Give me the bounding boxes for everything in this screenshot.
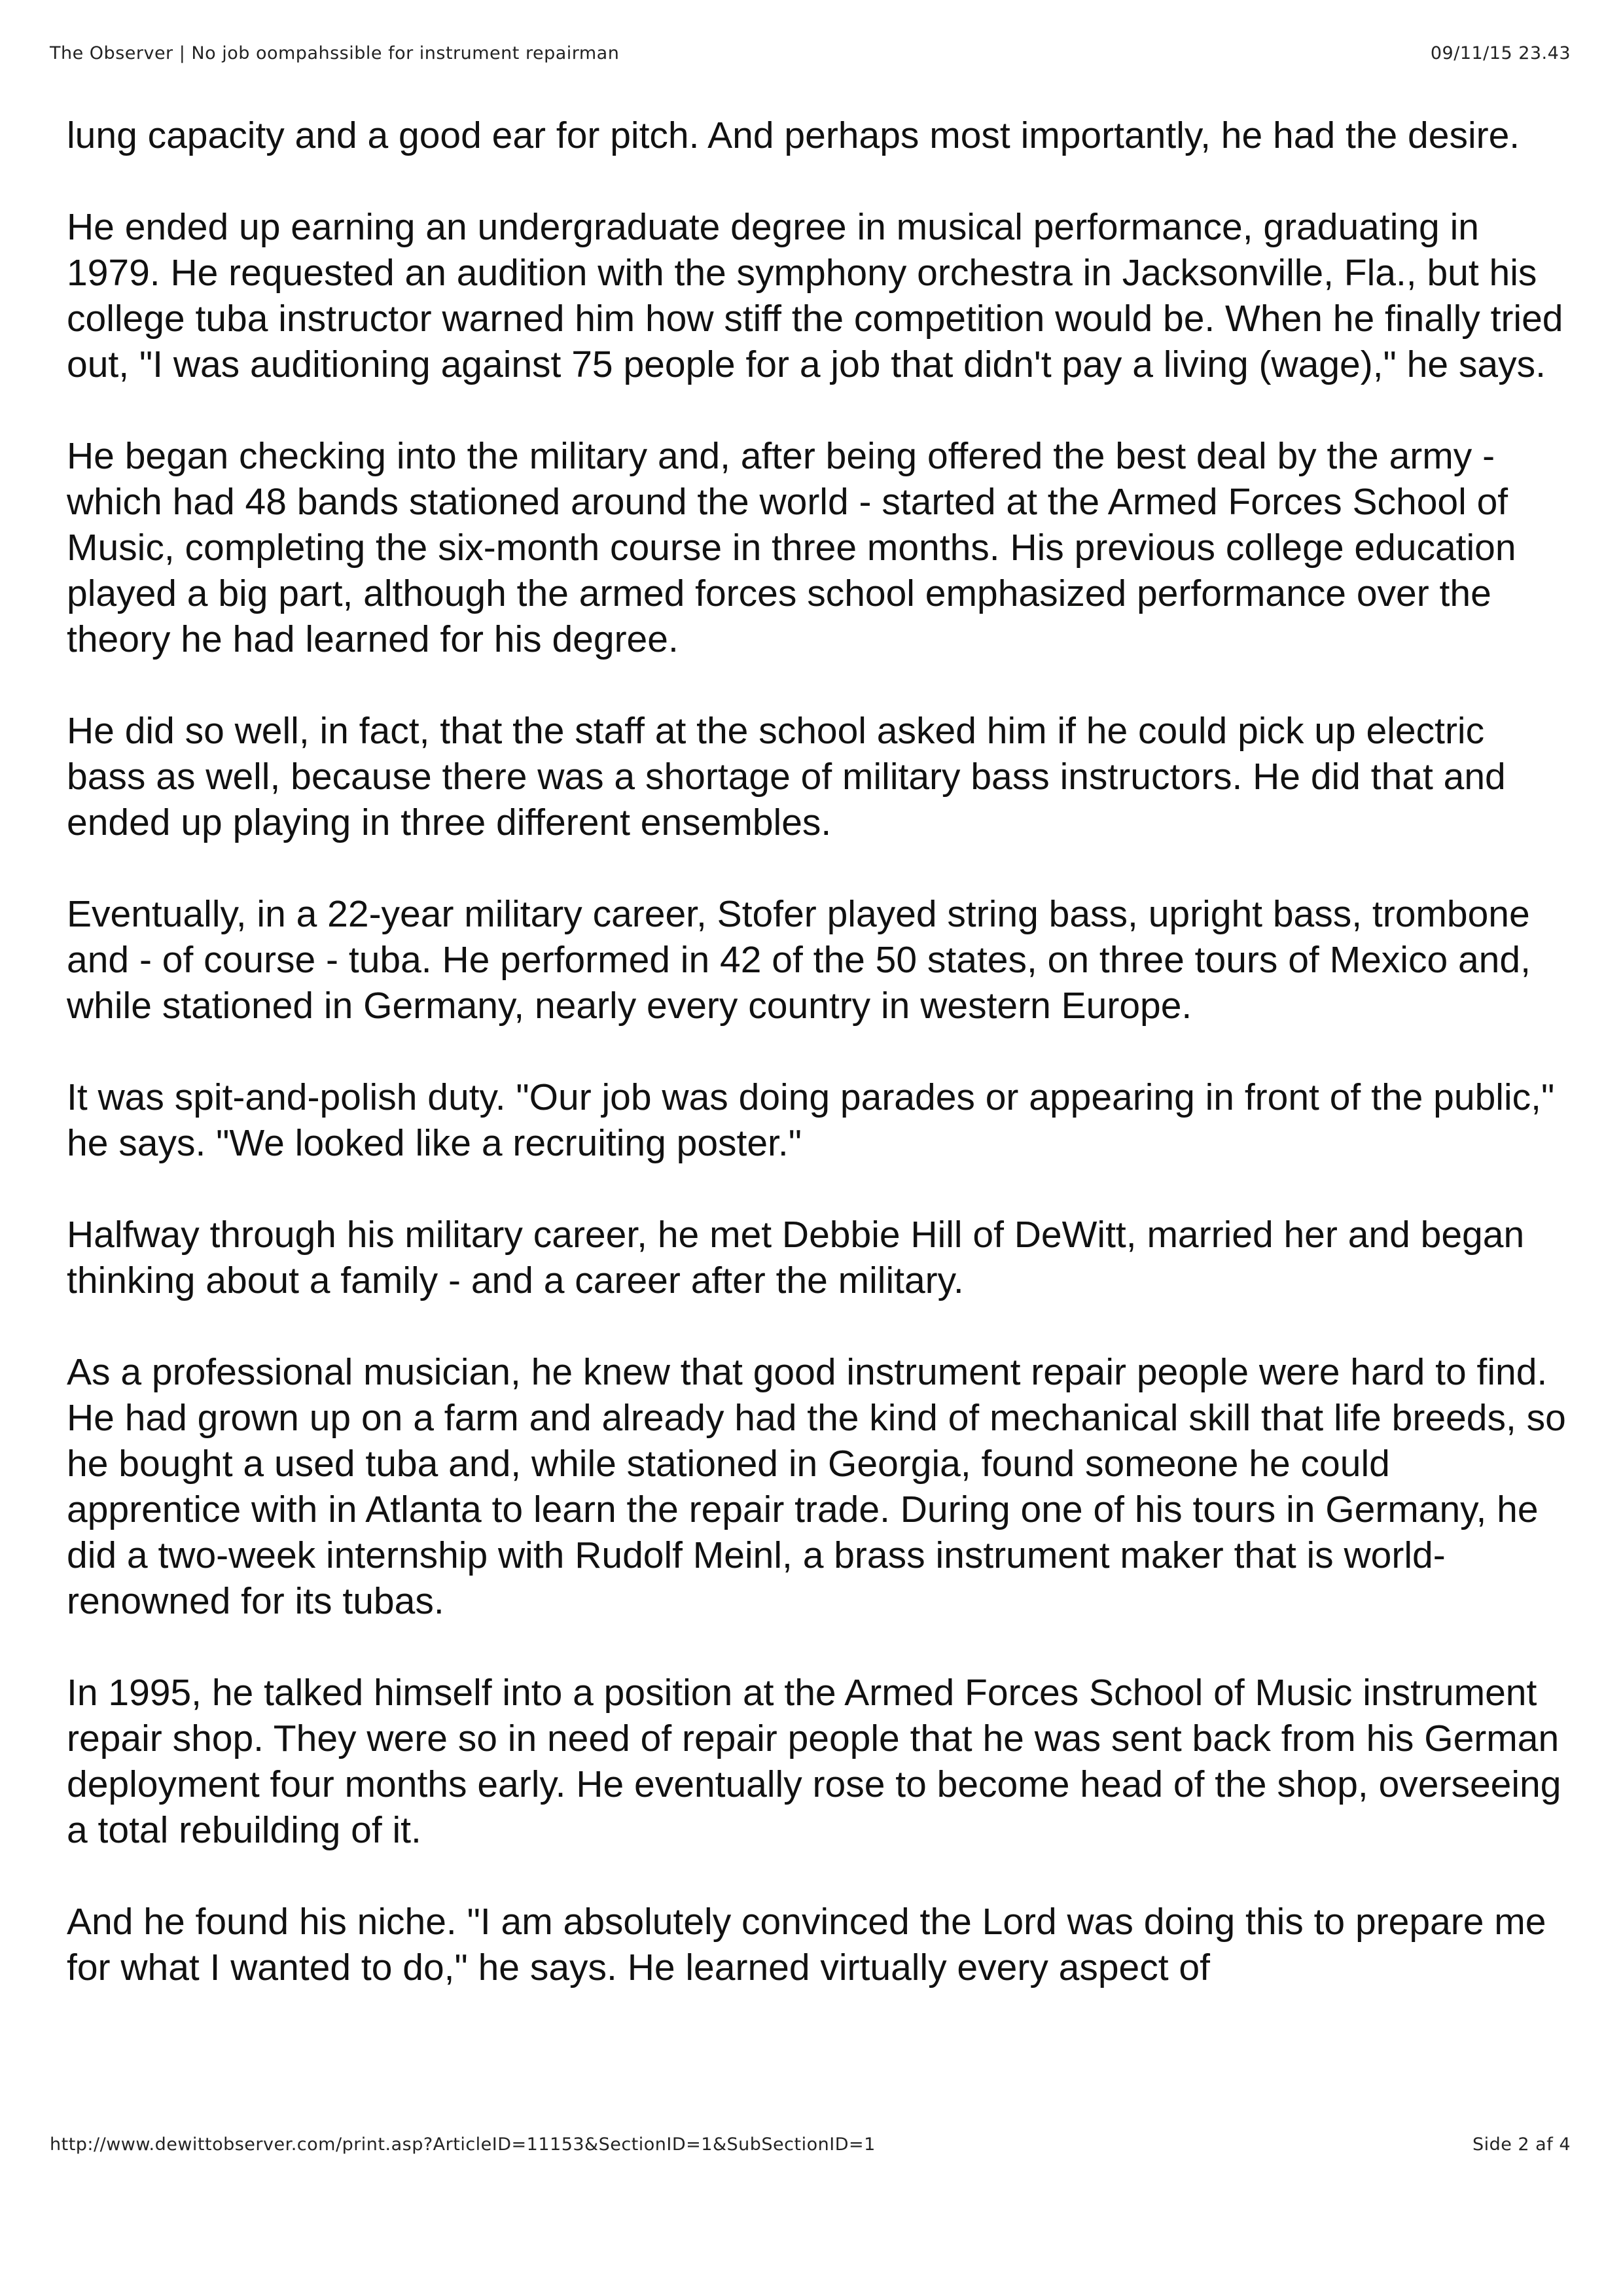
page-url: http://www.dewittobserver.com/print.asp?ArticleID=11153&SectionID=1&SubSectionID=1 [50,2134,876,2155]
article-body [67,113,1572,2036]
print-header [50,43,1571,76]
article-paragraph: Halfway through his military career, he met Debbie Hill of DeWitt, married her and began thinking about a family - and a career after the military. [67,1214,1525,1301]
page-title: The Observer | No job oompahssible for instrument repairman [50,43,620,63]
page-number: Side 2 af 4 [1472,2134,1571,2155]
article-paragraph: And he found his niche. "I am absolutely convinced the Lord was doing this to prepare me for what I wanted to do," he says. He learned virtually every aspect of [67,1901,1546,1988]
print-footer [50,2134,1571,2167]
article-paragraph: lung capacity and a good ear for pitch. And perhaps most importantly, he had the desire. [67,115,1520,156]
article-paragraph: As a professional musician, he knew that good instrument repair people were hard to find. He had grown up on a farm and already had the kind of mechanical skill that life breeds, so he bought a used tuba and, while stationed in Georgia, found someone he could apprentice with in Atlanta to learn the repair trade. During one of his tours in Germany, he did a two-week internship with Rudolf Meinl, a brass instrument maker that is world-renowned for its tubas. [67,1351,1566,1622]
article-paragraph: He ended up earning an undergraduate degree in musical performance, graduating in 1979. He requested an audition with the symphony orchestra in Jacksonville, Fla., but his college tuba instructor warned him how stiff the competition would be. When he finally tried out, "I was auditioning against 75 people for a job that didn't pay a living (wage)," he says. [67,206,1563,385]
print-timestamp: 09/11/15 23.43 [1430,43,1571,63]
article-paragraph: Eventually, in a 22-year military career, Stofer played string bass, upright bass, trombone and - of course - tuba. He performed in 42 of the 50 states, on three tours of Mexico and, while stationed in Germany, nearly every country in western Europe. [67,893,1531,1027]
article-paragraph: He began checking into the military and, after being offered the best deal by the army - which had 48 bands stationed around the world - started at the Armed Forces School of Music, completing the six-month course in three months. His previous college education played a big part, although the armed forces school emphasized performance over the theory he had learned for his degree. [67,435,1516,660]
article-paragraph: In 1995, he talked himself into a position at the Armed Forces School of Music instrument repair shop. They were so in need of repair people that he was sent back from his German deployment four months early. He eventually rose to become head of the shop, overseeing a total rebuilding of it. [67,1672,1561,1851]
article-paragraph: He did so well, in fact, that the staff at the school asked him if he could pick up electric bass as well, because there was a shortage of military bass instructors. He did that and ended up playing in three different ensembles. [67,710,1506,843]
article-paragraph: It was spit-and-polish duty. "Our job was doing parades or appearing in front of the public," he says. "We looked like a recruiting poster." [67,1076,1555,1164]
